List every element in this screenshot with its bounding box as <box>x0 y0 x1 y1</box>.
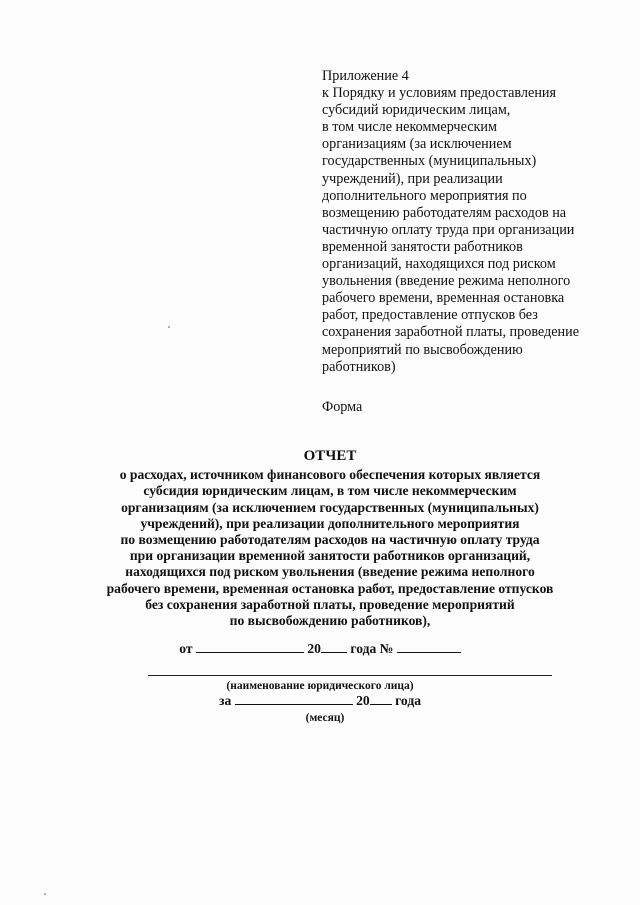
period-suffix: года <box>395 693 421 708</box>
appendix-line: дополнительного мероприятия по <box>322 187 527 204</box>
date-year-prefix: 20 <box>307 641 321 656</box>
org-name-caption: (наименование юридического лица) <box>226 680 414 692</box>
period-prefix: за <box>219 693 232 708</box>
month-caption: (месяц) <box>305 712 345 724</box>
report-title-line: учреждений), при реализации дополнительного мероприятия <box>140 515 520 531</box>
appendix-line: в том числе некоммерческим <box>322 119 497 136</box>
appendix-line: увольнения (введение режима неполного <box>322 273 571 290</box>
appendix-header <box>322 68 622 376</box>
month-blank[interactable] <box>235 692 353 705</box>
appendix-line: работ, предоставление отпусков без <box>322 307 538 324</box>
appendix-line: к Порядку и условиям предоставления <box>322 85 557 102</box>
report-title-line: по высвобождению работников), <box>229 613 431 629</box>
appendix-line: субсидий юридическим лицам, <box>322 102 511 119</box>
number-blank[interactable] <box>397 640 461 653</box>
report-title-line: при организации временной занятости работников организаций, <box>129 548 531 564</box>
report-title-line: по возмещению работодателям расходов на частичную оплату труда <box>120 532 540 548</box>
appendix-line: организаций, находящихся под риском <box>322 256 556 273</box>
scan-speck <box>44 893 46 895</box>
report-title-line: организациям (за исключением государственных (муниципальных) <box>121 499 539 515</box>
year-blank[interactable] <box>321 640 347 653</box>
appendix-line: сохранения заработной платы, проведение <box>322 324 580 341</box>
form-label: Форма <box>322 399 363 415</box>
appendix-line: мероприятий по высвобождению <box>322 341 523 358</box>
report-title-line: без сохранения заработной платы, проведение мероприятий <box>145 596 515 612</box>
date-prefix: от <box>179 641 193 656</box>
report-heading: ОТЧЕТ <box>303 448 357 464</box>
report-title-line: рабочего времени, временная остановка работ, предоставление отпусков <box>106 580 554 596</box>
period-year-blank[interactable] <box>370 692 392 705</box>
report-title-line: находящихся под риском увольнения (введение режима неполного <box>125 564 535 580</box>
date-blank[interactable] <box>196 640 304 653</box>
appendix-line: организациям (за исключением <box>322 136 512 153</box>
report-period-row <box>0 692 640 709</box>
report-date-row <box>0 640 640 657</box>
report-title-block <box>60 448 600 629</box>
report-title-line: субсидия юридическим лицам, в том числе некоммерческим <box>143 483 517 499</box>
org-name-blank[interactable] <box>148 675 552 676</box>
appendix-line: государственных (муниципальных) <box>322 153 537 170</box>
appendix-line: временной занятости работников <box>322 238 523 255</box>
period-year-prefix: 20 <box>356 693 370 708</box>
appendix-line: учреждений), при реализации <box>322 170 503 187</box>
date-suffix: года № <box>350 641 394 656</box>
report-title-line: о расходах, источником финансового обеспечения которых является <box>119 467 541 483</box>
appendix-line: работников) <box>322 358 396 375</box>
appendix-line: возмещению работодателям расходов на <box>322 204 567 221</box>
appendix-line: частичную оплату труда при организации <box>322 221 575 238</box>
appendix-line: Приложение 4 <box>322 68 409 84</box>
scan-speck <box>168 326 170 328</box>
appendix-line: рабочего времени, временная остановка <box>322 290 565 307</box>
